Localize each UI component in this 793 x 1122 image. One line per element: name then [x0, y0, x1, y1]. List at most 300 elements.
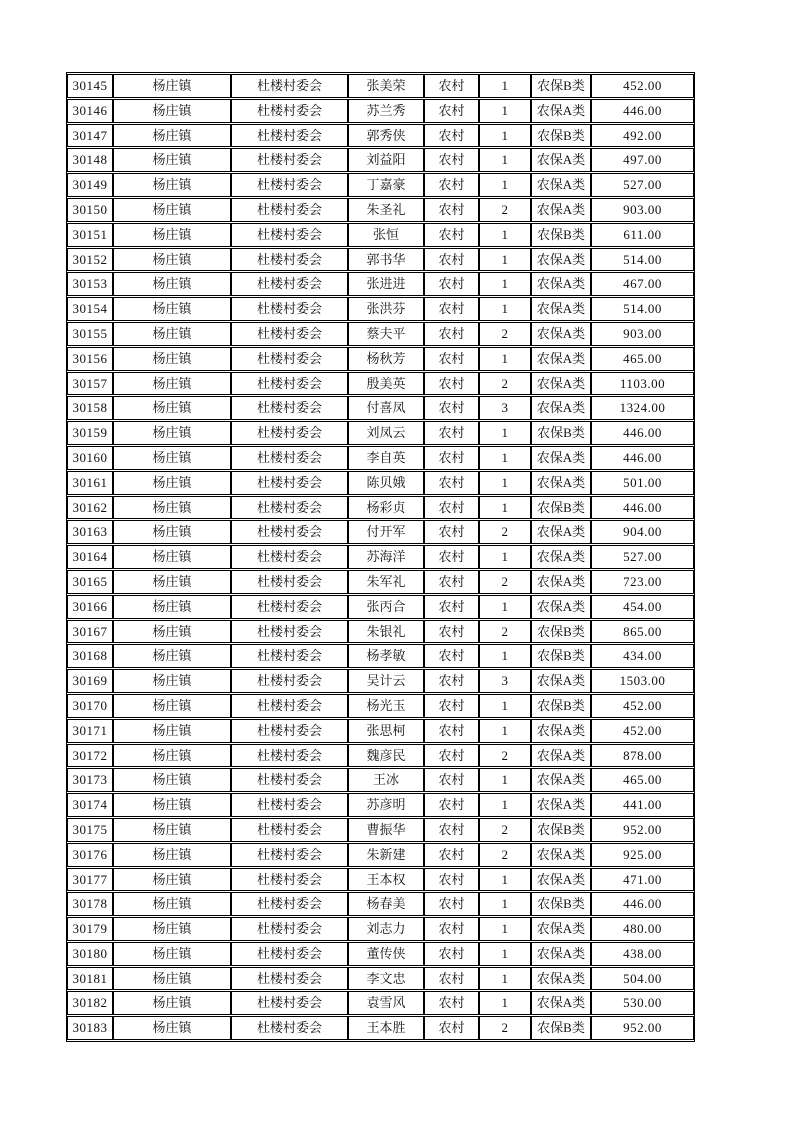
person-name-cell: 王本胜 — [348, 1016, 424, 1040]
town-cell: 杨庄镇 — [113, 421, 231, 445]
amount-cell: 446.00 — [591, 421, 694, 445]
insurance-category-cell: 农保A类 — [531, 843, 591, 867]
insurance-category-cell: 农保A类 — [531, 669, 591, 693]
table-row — [67, 595, 694, 619]
serial-number-cell: 30147 — [67, 124, 113, 148]
person-name-cell: 魏彦民 — [348, 744, 424, 768]
serial-number-cell: 30163 — [67, 520, 113, 544]
person-count-cell: 1 — [479, 248, 531, 272]
amount-cell: 723.00 — [591, 570, 694, 594]
table-row — [67, 843, 694, 867]
town-cell: 杨庄镇 — [113, 496, 231, 520]
village-committee-cell: 杜楼村委会 — [231, 148, 348, 172]
village-committee-cell: 杜楼村委会 — [231, 99, 348, 123]
person-count-cell: 2 — [479, 322, 531, 346]
amount-cell: 1103.00 — [591, 372, 694, 396]
person-name-cell: 张洪芬 — [348, 297, 424, 321]
town-cell: 杨庄镇 — [113, 917, 231, 941]
table-row — [67, 198, 694, 222]
village-committee-cell: 杜楼村委会 — [231, 545, 348, 569]
person-count-cell: 1 — [479, 74, 531, 98]
amount-cell: 514.00 — [591, 248, 694, 272]
serial-number-cell: 30175 — [67, 818, 113, 842]
village-committee-cell: 杜楼村委会 — [231, 496, 348, 520]
serial-number-cell: 30145 — [67, 74, 113, 98]
amount-cell: 441.00 — [591, 793, 694, 817]
household-type-cell: 农村 — [424, 620, 479, 644]
person-count-cell: 2 — [479, 843, 531, 867]
household-type-cell: 农村 — [424, 917, 479, 941]
table-row — [67, 719, 694, 743]
amount-cell: 952.00 — [591, 818, 694, 842]
town-cell: 杨庄镇 — [113, 99, 231, 123]
serial-number-cell: 30149 — [67, 173, 113, 197]
village-committee-cell: 杜楼村委会 — [231, 322, 348, 346]
village-committee-cell: 杜楼村委会 — [231, 917, 348, 941]
household-type-cell: 农村 — [424, 248, 479, 272]
serial-number-cell: 30161 — [67, 471, 113, 495]
serial-number-cell: 30156 — [67, 347, 113, 371]
table-row — [67, 1016, 694, 1040]
person-name-cell: 杨秋芳 — [348, 347, 424, 371]
insurance-category-cell: 农保B类 — [531, 892, 591, 916]
person-name-cell: 付喜凤 — [348, 396, 424, 420]
insurance-category-cell: 农保A类 — [531, 917, 591, 941]
household-type-cell: 农村 — [424, 520, 479, 544]
town-cell: 杨庄镇 — [113, 942, 231, 966]
household-type-cell: 农村 — [424, 570, 479, 594]
person-count-cell: 1 — [479, 496, 531, 520]
town-cell: 杨庄镇 — [113, 793, 231, 817]
insurance-category-cell: 农保A类 — [531, 744, 591, 768]
insurance-category-cell: 农保A类 — [531, 446, 591, 470]
household-type-cell: 农村 — [424, 793, 479, 817]
town-cell: 杨庄镇 — [113, 372, 231, 396]
household-type-cell: 农村 — [424, 595, 479, 619]
village-committee-cell: 杜楼村委会 — [231, 471, 348, 495]
village-committee-cell: 杜楼村委会 — [231, 595, 348, 619]
person-count-cell: 1 — [479, 917, 531, 941]
person-name-cell: 董传侠 — [348, 942, 424, 966]
amount-cell: 925.00 — [591, 843, 694, 867]
person-count-cell: 1 — [479, 223, 531, 247]
serial-number-cell: 30158 — [67, 396, 113, 420]
household-type-cell: 农村 — [424, 545, 479, 569]
amount-cell: 952.00 — [591, 1016, 694, 1040]
town-cell: 杨庄镇 — [113, 843, 231, 867]
table-row — [67, 942, 694, 966]
village-committee-cell: 杜楼村委会 — [231, 1016, 348, 1040]
amount-cell: 452.00 — [591, 74, 694, 98]
amount-cell: 903.00 — [591, 198, 694, 222]
insurance-category-cell: 农保A类 — [531, 148, 591, 172]
serial-number-cell: 30183 — [67, 1016, 113, 1040]
insurance-category-cell: 农保A类 — [531, 793, 591, 817]
person-name-cell: 张思柯 — [348, 719, 424, 743]
town-cell: 杨庄镇 — [113, 570, 231, 594]
village-committee-cell: 杜楼村委会 — [231, 396, 348, 420]
household-type-cell: 农村 — [424, 396, 479, 420]
village-committee-cell: 杜楼村委会 — [231, 744, 348, 768]
amount-cell: 434.00 — [591, 644, 694, 668]
serial-number-cell: 30157 — [67, 372, 113, 396]
village-committee-cell: 杜楼村委会 — [231, 372, 348, 396]
amount-cell: 438.00 — [591, 942, 694, 966]
person-count-cell: 2 — [479, 620, 531, 644]
person-count-cell: 1 — [479, 694, 531, 718]
household-type-cell: 农村 — [424, 372, 479, 396]
insurance-category-cell: 农保A类 — [531, 545, 591, 569]
table-row — [67, 396, 694, 420]
town-cell: 杨庄镇 — [113, 644, 231, 668]
person-name-cell: 陈贝娥 — [348, 471, 424, 495]
household-type-cell: 农村 — [424, 744, 479, 768]
person-name-cell: 王本权 — [348, 868, 424, 892]
serial-number-cell: 30180 — [67, 942, 113, 966]
village-committee-cell: 杜楼村委会 — [231, 892, 348, 916]
serial-number-cell: 30166 — [67, 595, 113, 619]
serial-number-cell: 30167 — [67, 620, 113, 644]
insurance-category-cell: 农保B类 — [531, 1016, 591, 1040]
household-type-cell: 农村 — [424, 719, 479, 743]
person-count-cell: 1 — [479, 967, 531, 991]
insurance-category-cell: 农保A类 — [531, 967, 591, 991]
town-cell: 杨庄镇 — [113, 198, 231, 222]
person-count-cell: 2 — [479, 570, 531, 594]
amount-cell: 465.00 — [591, 768, 694, 792]
household-type-cell: 农村 — [424, 942, 479, 966]
household-type-cell: 农村 — [424, 198, 479, 222]
serial-number-cell: 30159 — [67, 421, 113, 445]
insurance-category-cell: 农保B类 — [531, 496, 591, 520]
person-name-cell: 刘凤云 — [348, 421, 424, 445]
household-type-cell: 农村 — [424, 991, 479, 1015]
insurance-category-cell: 农保B类 — [531, 620, 591, 644]
serial-number-cell: 30151 — [67, 223, 113, 247]
person-name-cell: 吴计云 — [348, 669, 424, 693]
insurance-category-cell: 农保A类 — [531, 322, 591, 346]
insurance-category-cell: 农保A类 — [531, 595, 591, 619]
person-count-cell: 1 — [479, 148, 531, 172]
amount-cell: 467.00 — [591, 272, 694, 296]
town-cell: 杨庄镇 — [113, 520, 231, 544]
amount-cell: 454.00 — [591, 595, 694, 619]
person-name-cell: 苏海洋 — [348, 545, 424, 569]
village-committee-cell: 杜楼村委会 — [231, 124, 348, 148]
serial-number-cell: 30148 — [67, 148, 113, 172]
village-committee-cell: 杜楼村委会 — [231, 694, 348, 718]
table-row — [67, 744, 694, 768]
village-committee-cell: 杜楼村委会 — [231, 620, 348, 644]
serial-number-cell: 30179 — [67, 917, 113, 941]
town-cell: 杨庄镇 — [113, 545, 231, 569]
town-cell: 杨庄镇 — [113, 148, 231, 172]
amount-cell: 501.00 — [591, 471, 694, 495]
village-committee-cell: 杜楼村委会 — [231, 223, 348, 247]
serial-number-cell: 30170 — [67, 694, 113, 718]
table-row — [67, 991, 694, 1015]
amount-cell: 446.00 — [591, 892, 694, 916]
village-committee-cell: 杜楼村委会 — [231, 272, 348, 296]
serial-number-cell: 30177 — [67, 868, 113, 892]
table-row — [67, 173, 694, 197]
insurance-category-cell: 农保A类 — [531, 719, 591, 743]
insurance-category-cell: 农保A类 — [531, 520, 591, 544]
serial-number-cell: 30162 — [67, 496, 113, 520]
insurance-category-cell: 农保B类 — [531, 223, 591, 247]
household-type-cell: 农村 — [424, 347, 479, 371]
insurance-category-cell: 农保B类 — [531, 694, 591, 718]
village-committee-cell: 杜楼村委会 — [231, 768, 348, 792]
person-name-cell: 张恒 — [348, 223, 424, 247]
table-row — [67, 421, 694, 445]
serial-number-cell: 30155 — [67, 322, 113, 346]
person-name-cell: 杨孝敏 — [348, 644, 424, 668]
amount-cell: 504.00 — [591, 967, 694, 991]
amount-cell: 865.00 — [591, 620, 694, 644]
person-name-cell: 刘志力 — [348, 917, 424, 941]
serial-number-cell: 30172 — [67, 744, 113, 768]
household-type-cell: 农村 — [424, 1016, 479, 1040]
village-committee-cell: 杜楼村委会 — [231, 520, 348, 544]
serial-number-cell: 30168 — [67, 644, 113, 668]
amount-cell: 471.00 — [591, 868, 694, 892]
village-committee-cell: 杜楼村委会 — [231, 644, 348, 668]
insurance-category-cell: 农保A类 — [531, 372, 591, 396]
amount-cell: 446.00 — [591, 446, 694, 470]
serial-number-cell: 30169 — [67, 669, 113, 693]
person-name-cell: 李文忠 — [348, 967, 424, 991]
town-cell: 杨庄镇 — [113, 248, 231, 272]
town-cell: 杨庄镇 — [113, 1016, 231, 1040]
town-cell: 杨庄镇 — [113, 967, 231, 991]
person-count-cell: 2 — [479, 818, 531, 842]
serial-number-cell: 30160 — [67, 446, 113, 470]
table-row — [67, 768, 694, 792]
person-name-cell: 曹振华 — [348, 818, 424, 842]
table-row — [67, 223, 694, 247]
town-cell: 杨庄镇 — [113, 744, 231, 768]
table-row — [67, 446, 694, 470]
person-count-cell: 1 — [479, 272, 531, 296]
table-row — [67, 322, 694, 346]
person-name-cell: 袁雪风 — [348, 991, 424, 1015]
table-row — [67, 248, 694, 272]
serial-number-cell: 30153 — [67, 272, 113, 296]
person-name-cell: 苏彦明 — [348, 793, 424, 817]
insurance-category-cell: 农保A类 — [531, 942, 591, 966]
person-count-cell: 1 — [479, 99, 531, 123]
amount-cell: 514.00 — [591, 297, 694, 321]
table-row — [67, 99, 694, 123]
person-name-cell: 张美荣 — [348, 74, 424, 98]
village-committee-cell: 杜楼村委会 — [231, 991, 348, 1015]
table-row — [67, 471, 694, 495]
insurance-category-cell: 农保A类 — [531, 248, 591, 272]
table-row — [67, 868, 694, 892]
town-cell: 杨庄镇 — [113, 272, 231, 296]
person-count-cell: 1 — [479, 793, 531, 817]
table-row — [67, 967, 694, 991]
town-cell: 杨庄镇 — [113, 818, 231, 842]
serial-number-cell: 30150 — [67, 198, 113, 222]
table-row — [67, 520, 694, 544]
amount-cell: 611.00 — [591, 223, 694, 247]
insurance-category-cell: 农保A类 — [531, 471, 591, 495]
village-committee-cell: 杜楼村委会 — [231, 347, 348, 371]
person-name-cell: 李自英 — [348, 446, 424, 470]
person-count-cell: 1 — [479, 347, 531, 371]
person-count-cell: 1 — [479, 124, 531, 148]
amount-cell: 527.00 — [591, 173, 694, 197]
insurance-category-cell: 农保A类 — [531, 396, 591, 420]
person-count-cell: 1 — [479, 991, 531, 1015]
town-cell: 杨庄镇 — [113, 446, 231, 470]
person-count-cell: 1 — [479, 173, 531, 197]
town-cell: 杨庄镇 — [113, 297, 231, 321]
town-cell: 杨庄镇 — [113, 322, 231, 346]
town-cell: 杨庄镇 — [113, 223, 231, 247]
person-name-cell: 王冰 — [348, 768, 424, 792]
table-row — [67, 570, 694, 594]
town-cell: 杨庄镇 — [113, 620, 231, 644]
village-committee-cell: 杜楼村委会 — [231, 421, 348, 445]
table-row — [67, 124, 694, 148]
village-committee-cell: 杜楼村委会 — [231, 297, 348, 321]
village-committee-cell: 杜楼村委会 — [231, 793, 348, 817]
town-cell: 杨庄镇 — [113, 868, 231, 892]
person-name-cell: 张丙合 — [348, 595, 424, 619]
household-type-cell: 农村 — [424, 223, 479, 247]
person-name-cell: 杨光玉 — [348, 694, 424, 718]
village-committee-cell: 杜楼村委会 — [231, 942, 348, 966]
amount-cell: 497.00 — [591, 148, 694, 172]
amount-cell: 452.00 — [591, 694, 694, 718]
village-committee-cell: 杜楼村委会 — [231, 74, 348, 98]
person-name-cell: 朱新建 — [348, 843, 424, 867]
household-type-cell: 农村 — [424, 868, 479, 892]
table-row — [67, 892, 694, 916]
insurance-category-cell: 农保B类 — [531, 74, 591, 98]
town-cell: 杨庄镇 — [113, 347, 231, 371]
insurance-category-cell: 农保A类 — [531, 991, 591, 1015]
serial-number-cell: 30171 — [67, 719, 113, 743]
village-committee-cell: 杜楼村委会 — [231, 719, 348, 743]
household-type-cell: 农村 — [424, 496, 479, 520]
person-count-cell: 2 — [479, 198, 531, 222]
household-type-cell: 农村 — [424, 644, 479, 668]
serial-number-cell: 30173 — [67, 768, 113, 792]
serial-number-cell: 30154 — [67, 297, 113, 321]
person-count-cell: 1 — [479, 768, 531, 792]
serial-number-cell: 30146 — [67, 99, 113, 123]
table-row — [67, 148, 694, 172]
insurance-category-cell: 农保A类 — [531, 272, 591, 296]
household-type-cell: 农村 — [424, 892, 479, 916]
person-count-cell: 2 — [479, 372, 531, 396]
insurance-category-cell: 农保B类 — [531, 124, 591, 148]
person-count-cell: 1 — [479, 892, 531, 916]
household-type-cell: 农村 — [424, 843, 479, 867]
person-count-cell: 3 — [479, 669, 531, 693]
amount-cell: 480.00 — [591, 917, 694, 941]
person-name-cell: 苏兰秀 — [348, 99, 424, 123]
serial-number-cell: 30176 — [67, 843, 113, 867]
table-row — [67, 818, 694, 842]
person-name-cell: 蔡夫平 — [348, 322, 424, 346]
town-cell: 杨庄镇 — [113, 471, 231, 495]
person-name-cell: 殷美英 — [348, 372, 424, 396]
town-cell: 杨庄镇 — [113, 991, 231, 1015]
table-row — [67, 347, 694, 371]
insurance-category-cell: 农保A类 — [531, 768, 591, 792]
household-type-cell: 农村 — [424, 99, 479, 123]
town-cell: 杨庄镇 — [113, 173, 231, 197]
household-type-cell: 农村 — [424, 322, 479, 346]
amount-cell: 465.00 — [591, 347, 694, 371]
person-count-cell: 3 — [479, 396, 531, 420]
table-row — [67, 644, 694, 668]
insurance-category-cell: 农保B类 — [531, 818, 591, 842]
village-committee-cell: 杜楼村委会 — [231, 868, 348, 892]
insurance-category-cell: 农保B类 — [531, 644, 591, 668]
serial-number-cell: 30152 — [67, 248, 113, 272]
amount-cell: 904.00 — [591, 520, 694, 544]
person-name-cell: 朱圣礼 — [348, 198, 424, 222]
amount-cell: 878.00 — [591, 744, 694, 768]
person-count-cell: 1 — [479, 942, 531, 966]
person-count-cell: 1 — [479, 297, 531, 321]
table-row — [67, 272, 694, 296]
village-committee-cell: 杜楼村委会 — [231, 967, 348, 991]
amount-cell: 446.00 — [591, 99, 694, 123]
person-count-cell: 1 — [479, 719, 531, 743]
village-committee-cell: 杜楼村委会 — [231, 248, 348, 272]
serial-number-cell: 30182 — [67, 991, 113, 1015]
household-type-cell: 农村 — [424, 967, 479, 991]
person-count-cell: 1 — [479, 471, 531, 495]
person-name-cell: 朱军礼 — [348, 570, 424, 594]
household-type-cell: 农村 — [424, 818, 479, 842]
village-committee-cell: 杜楼村委会 — [231, 570, 348, 594]
table-row — [67, 620, 694, 644]
person-name-cell: 张进进 — [348, 272, 424, 296]
household-type-cell: 农村 — [424, 297, 479, 321]
household-type-cell: 农村 — [424, 421, 479, 445]
amount-cell: 1503.00 — [591, 669, 694, 693]
town-cell: 杨庄镇 — [113, 595, 231, 619]
person-name-cell: 付开军 — [348, 520, 424, 544]
table-row — [67, 545, 694, 569]
household-type-cell: 农村 — [424, 471, 479, 495]
household-type-cell: 农村 — [424, 694, 479, 718]
serial-number-cell: 30178 — [67, 892, 113, 916]
serial-number-cell: 30164 — [67, 545, 113, 569]
table-row — [67, 694, 694, 718]
person-count-cell: 2 — [479, 744, 531, 768]
table-row — [67, 917, 694, 941]
person-count-cell: 1 — [479, 644, 531, 668]
insurance-category-cell: 农保A类 — [531, 99, 591, 123]
amount-cell: 530.00 — [591, 991, 694, 1015]
person-count-cell: 1 — [479, 595, 531, 619]
amount-cell: 1324.00 — [591, 396, 694, 420]
village-committee-cell: 杜楼村委会 — [231, 669, 348, 693]
insurance-category-cell: 农保A类 — [531, 868, 591, 892]
person-name-cell: 郭秀侠 — [348, 124, 424, 148]
table-row — [67, 74, 694, 98]
serial-number-cell: 30165 — [67, 570, 113, 594]
